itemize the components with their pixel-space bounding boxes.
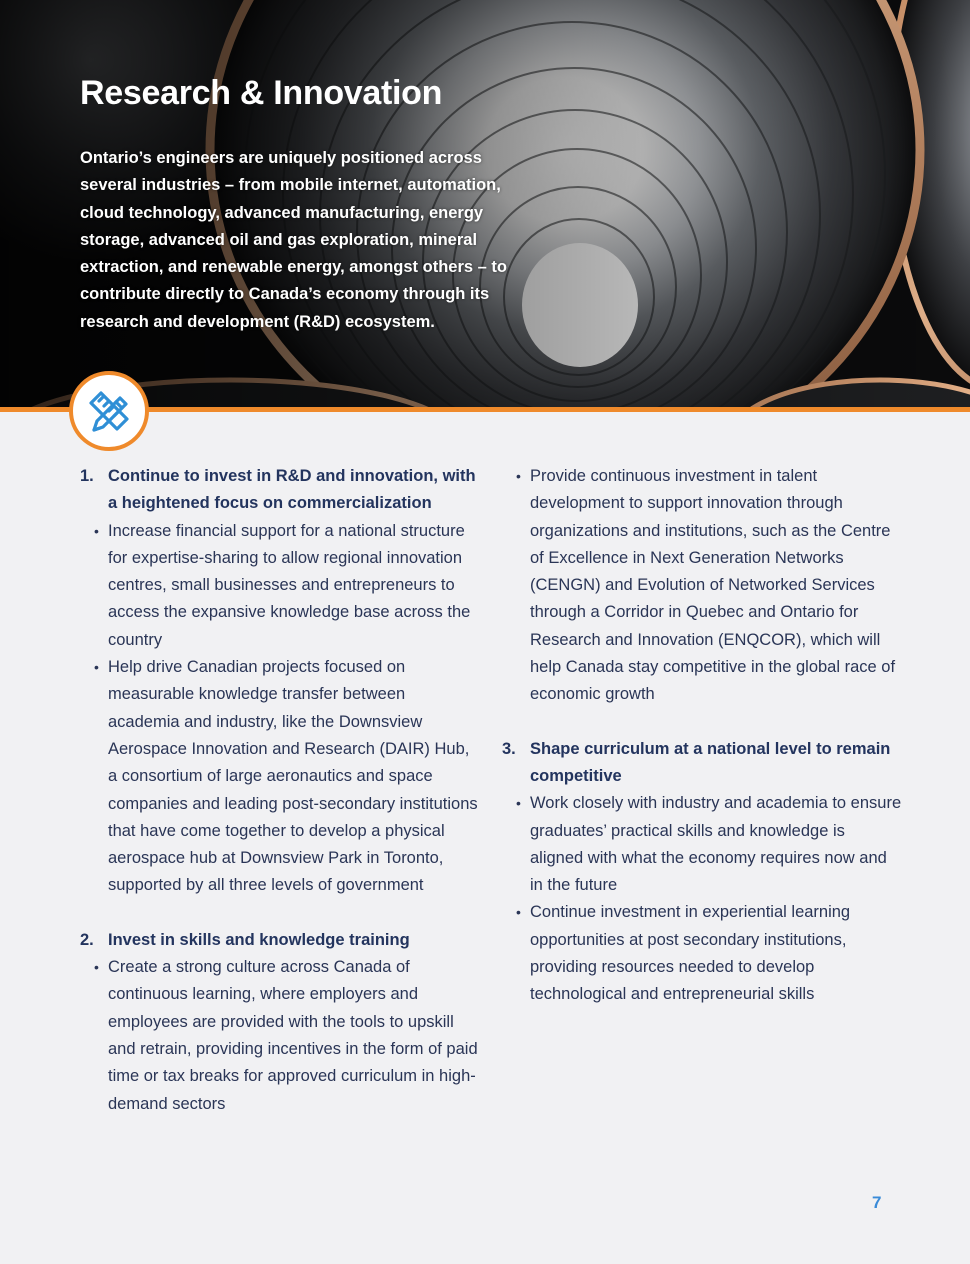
recommendation-number: 2. [80, 930, 94, 949]
list-item: • Provide continuous investment in talent development to support innovation through organizations and institutions, such as the Centre of Excellence in Next Generation Networks (CENGN) and Evolution of Networked Services through a Corridor in Quebec and Ontario for Research and Innovation (ENQCOR), which will help Canada stay competitive in the global race of economic growth [516, 467, 896, 704]
bullet-text: Increase financial support for a national structure for expertise-sharing to allow regional innovation centres, small businesses and entrepreneurs to access the expansive knowledge base across the country [108, 521, 471, 649]
list-item: • Help drive Canadian projects focused on measurable knowledge transfer between academia and industry, like the Downsview Aerospace Innovation and Research (DAIR) Hub, a consortium of large aeronautics and space companies and leading post-secondary institutions that have come together to develop a physical aerospace hub at Downsview Park in Toronto, supported by all three levels of government [94, 658, 478, 895]
list-item: • Continue investment in experiential learning opportunities at post secondary institutions, providing resources needed to develop technological and entrepreneurial skills [516, 903, 851, 1004]
section-badge [69, 371, 149, 451]
right-column [502, 463, 902, 1036]
recommendation-3 [502, 736, 902, 1009]
recommendation-title: Continue to invest in R&D and innovation, with a heightened focus on commercialization [108, 467, 476, 513]
bullet-text: Provide continuous investment in talent development to support innovation through organizations and institutions, such as the Centre of Excellence in Next Generation Networks (CENGN) and Evolution of Networked Services through a Corridor in Quebec and Ontario for Research and Innovation (ENQCOR), which will help Canada stay competitive in the global race of economic growth [530, 467, 896, 704]
list-item: • Increase financial support for a national structure for expertise-sharing to allow regional innovation centres, small businesses and entrepreneurs to access the expansive knowledge base across the country [94, 521, 471, 649]
recommendation-number: 3. [502, 739, 516, 758]
bullet-text: Continue investment in experiential learning opportunities at post secondary institutions, providing resources needed to develop technological and entrepreneurial skills [530, 903, 851, 1004]
recommendation-title: Invest in skills and knowledge training [108, 930, 410, 949]
hero-banner [0, 0, 970, 408]
recommendation-title: Shape curriculum at a national level to remain competitive [530, 739, 891, 785]
bullet-text: Help drive Canadian projects focused on measurable knowledge transfer between academia and industry, like the Downsview Aerospace Innovation and Research (DAIR) Hub, a consortium of large aeronautics and space companies and leading post-secondary institutions that have come together to develop a physical aerospace hub at Downsview Park in Toronto, supported by all three levels of government [108, 658, 478, 895]
ruler-pencil-icon [82, 384, 136, 438]
list-item: • Create a strong culture across Canada of continuous learning, where employers and employees are provided with the tools to upskill and retrain, providing incentives in the form of paid time or tax breaks for approved curriculum in high-demand sectors [94, 958, 478, 1113]
intro-paragraph: Ontario’s engineers are uniquely positioned across several industries – from mobile internet, automation, cloud technology, advanced manufacturing, energy storage, advanced oil and gas exploration, mineral extraction, and renewable energy, amongst others – to contribute directly to Canada’s economy through its research and development (R&D) ecosystem. [80, 149, 507, 331]
list-item: • Work closely with industry and academia to ensure graduates’ practical skills and knowledge is aligned with what the economy requires now and in the future [516, 794, 902, 895]
recommendation-1 [80, 463, 480, 900]
recommendation-2 [80, 927, 480, 1118]
bullet-text: Work closely with industry and academia to ensure graduates’ practical skills and knowledge is aligned with what the economy requires now and in the future [530, 794, 902, 895]
page-number: 7 [872, 1193, 882, 1212]
page-title: Research & Innovation [80, 74, 443, 112]
recommendation-number: 1. [80, 467, 94, 485]
left-column [80, 463, 480, 1145]
bullet-text: Create a strong culture across Canada of continuous learning, where employers and employees are provided with the tools to upskill and retrain, providing incentives in the form of paid time or tax breaks for approved curriculum in high-demand sectors [108, 958, 478, 1113]
